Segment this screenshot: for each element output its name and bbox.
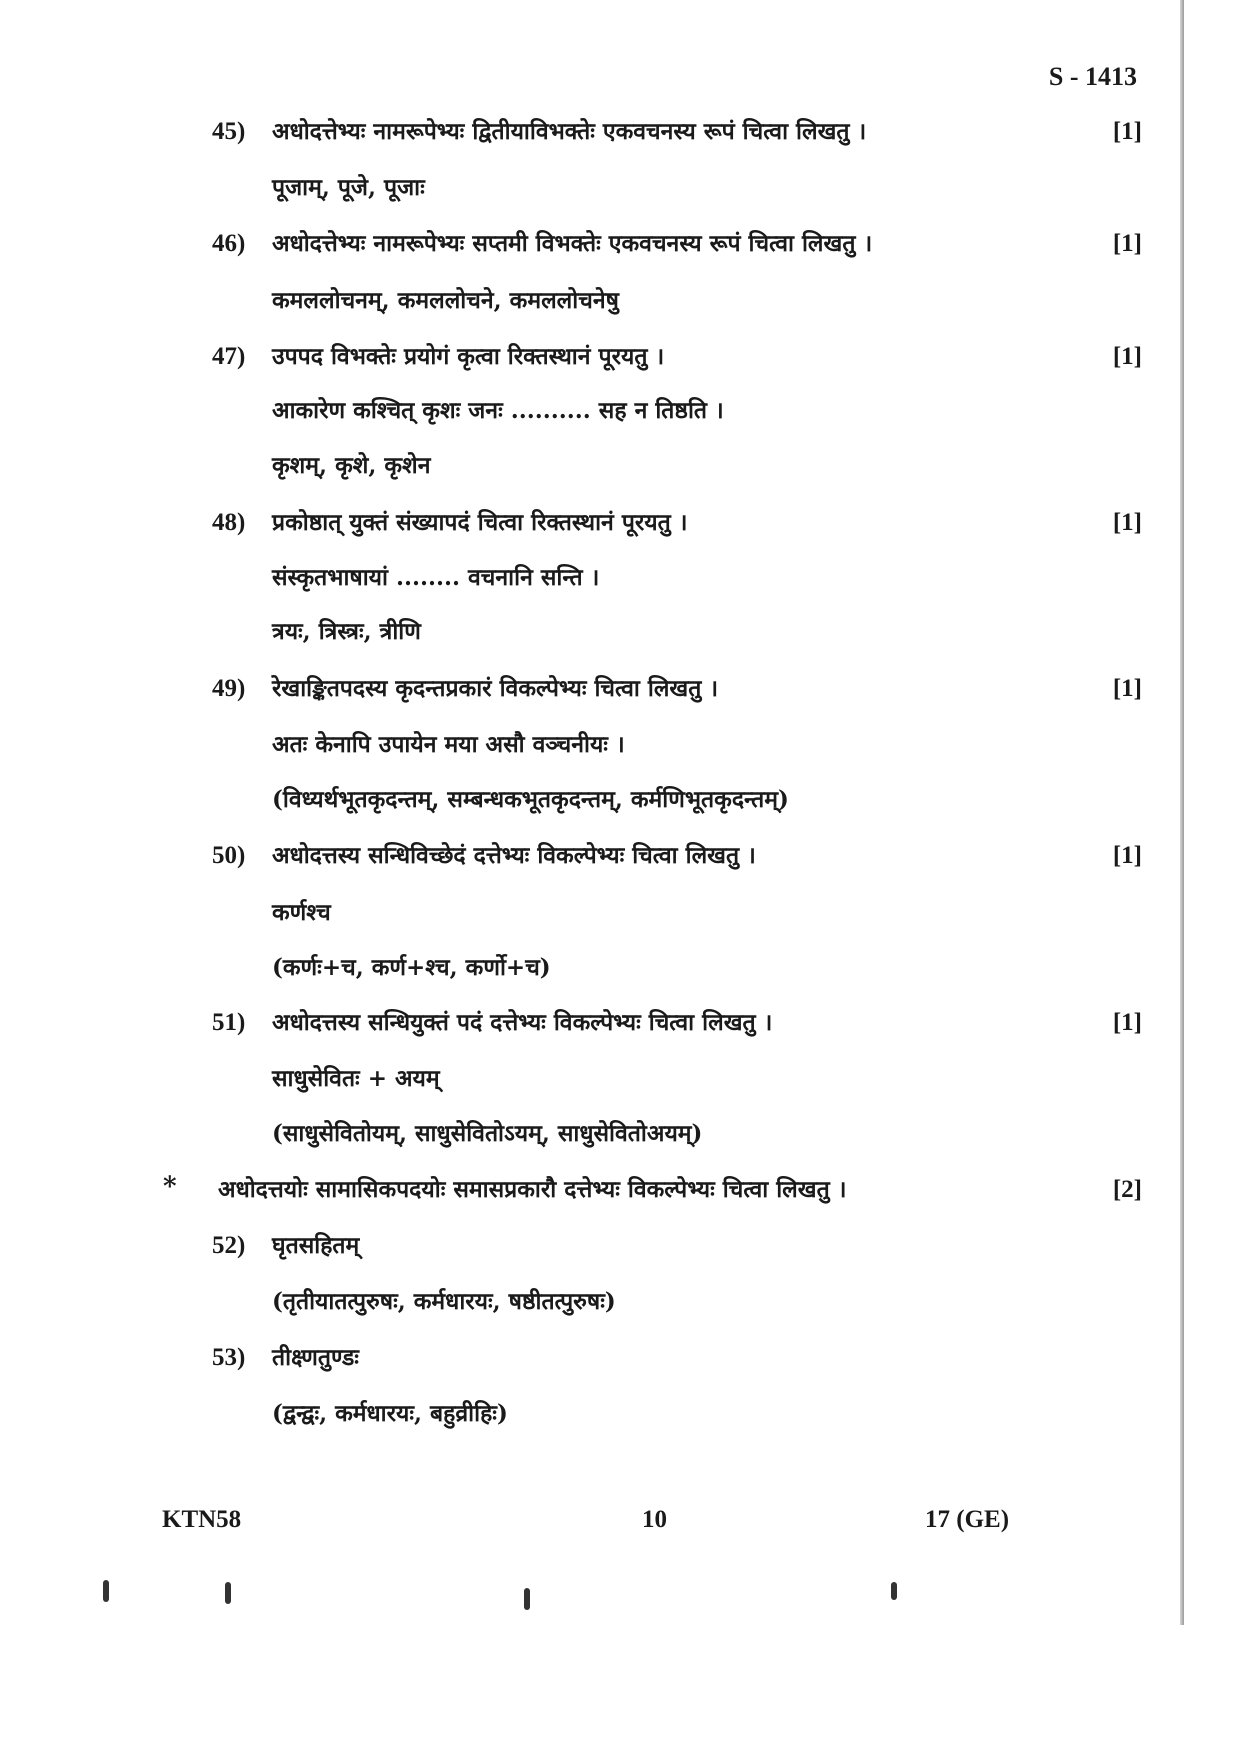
question-marks: [1] — [1112, 118, 1142, 145]
question-marks: [1] — [1112, 509, 1142, 536]
question-46-options: कमललोचनम्, कमललोचने, कमललोचनेषु — [272, 287, 619, 314]
paper-code: S - 1413 — [1048, 62, 1137, 91]
question-number: 51) — [212, 1009, 246, 1036]
page-edge-shadow — [1180, 0, 1184, 1625]
question-53 — [212, 1338, 1142, 1378]
question-text: अधोदत्तेभ्यः नामरूपेभ्यः द्वितीयाविभक्तेः एकवचनस्य रूपं चित्वा लिखतु । — [272, 118, 867, 145]
question-47 — [212, 337, 1142, 377]
question-51 — [212, 1003, 1142, 1043]
section-marks: [2] — [1112, 1176, 1142, 1203]
question-text: तीक्ष्णतुण्डः — [272, 1344, 359, 1371]
question-text: अधोदत्तस्य सन्धियुक्तं पदं दत्तेभ्यः विकल्पेभ्यः चित्वा लिखतु । — [272, 1009, 773, 1036]
question-text: रेखाङ्कितपदस्य कृदन्तप्रकारं विकल्पेभ्यः चित्वा लिखतु । — [272, 675, 719, 702]
question-49 — [212, 669, 1142, 709]
question-48-sentence: संस्कृतभाषायां ........ वचनानि सन्ति । — [272, 564, 600, 591]
footer-code: KTN58 — [162, 1506, 242, 1533]
section-instruction — [218, 1170, 1142, 1210]
question-51-word: साधुसेवितः + अयम् — [272, 1065, 440, 1092]
page-number: 10 — [642, 1506, 667, 1533]
question-text: घृतसहितम् — [272, 1232, 360, 1259]
question-52-options: (तृतीयातत्पुरुषः, कर्मधारयः, षष्ठीतत्पुरुषः) — [272, 1288, 616, 1315]
question-number: 49) — [212, 675, 246, 702]
binding-mark — [225, 1582, 231, 1604]
question-marks: [1] — [1112, 842, 1142, 869]
question-50 — [212, 836, 1142, 876]
question-number: 50) — [212, 842, 246, 869]
question-marks: [1] — [1112, 343, 1142, 370]
question-50-word: कर्णश्च — [272, 899, 331, 926]
question-45-options: पूजाम्, पूजे, पूजाः — [272, 174, 425, 201]
question-52 — [212, 1226, 1142, 1266]
question-text: उपपद विभक्तेः प्रयोगं कृत्वा रिक्तस्थानं पूरयतु । — [272, 343, 665, 370]
question-text: प्रकोष्ठात् युक्तं संख्यापदं चित्वा रिक्तस्थानं पूरयतु । — [272, 509, 688, 536]
binding-mark — [524, 1588, 530, 1610]
question-number: 53) — [212, 1344, 246, 1371]
question-46 — [212, 224, 1142, 264]
question-number: 46) — [212, 230, 246, 257]
section-text: अधोदत्तयोः सामासिकपदयोः समासप्रकारौ दत्तेभ्यः विकल्पेभ्यः चित्वा लिखतु । — [218, 1176, 847, 1203]
question-45 — [212, 112, 1142, 152]
question-50-options: (कर्णः+च, कर्ण+श्च, कर्णो+च) — [272, 954, 551, 981]
question-53-options: (द्वन्द्वः, कर्मधारयः, बहुव्रीहिः) — [272, 1400, 508, 1427]
question-number: 47) — [212, 343, 246, 370]
question-48 — [212, 503, 1142, 543]
question-marks: [1] — [1112, 1009, 1142, 1036]
question-47-sentence: आकारेण कश्चित् कृशः जनः .......... सह न तिष्ठति । — [272, 397, 724, 424]
section-asterisk: * — [163, 1172, 177, 1202]
question-text: अधोदत्तेभ्यः नामरूपेभ्यः सप्तमी विभक्तेः एकवचनस्य रूपं चित्वा लिखतु । — [272, 230, 873, 257]
footer-set: 17 (GE) — [925, 1506, 1010, 1533]
question-51-options: (साधुसेवितोयम्, साधुसेवितोऽयम्, साधुसेवितोअयम्) — [272, 1120, 703, 1147]
question-number: 45) — [212, 118, 246, 145]
question-48-options: त्रयः, त्रिस्त्रः, त्रीणि — [272, 618, 421, 645]
binding-mark — [891, 1582, 897, 1600]
question-47-options: कृशम्, कृशे, कृशेन — [272, 452, 431, 479]
question-marks: [1] — [1112, 675, 1142, 702]
question-marks: [1] — [1112, 230, 1142, 257]
question-49-sentence: अतः केनापि उपायेन मया असौ वञ्चनीयः । — [272, 731, 625, 758]
question-number: 48) — [212, 509, 246, 536]
question-49-options: (विध्यर्थभूतकृदन्तम्, सम्बन्धकभूतकृदन्तम्, कर्मणिभूतकृदन्तम्) — [272, 786, 789, 813]
binding-mark — [103, 1580, 109, 1602]
question-number: 52) — [212, 1232, 246, 1259]
question-text: अधोदत्तस्य सन्धिविच्छेदं दत्तेभ्यः विकल्पेभ्यः चित्वा लिखतु । — [272, 842, 756, 869]
